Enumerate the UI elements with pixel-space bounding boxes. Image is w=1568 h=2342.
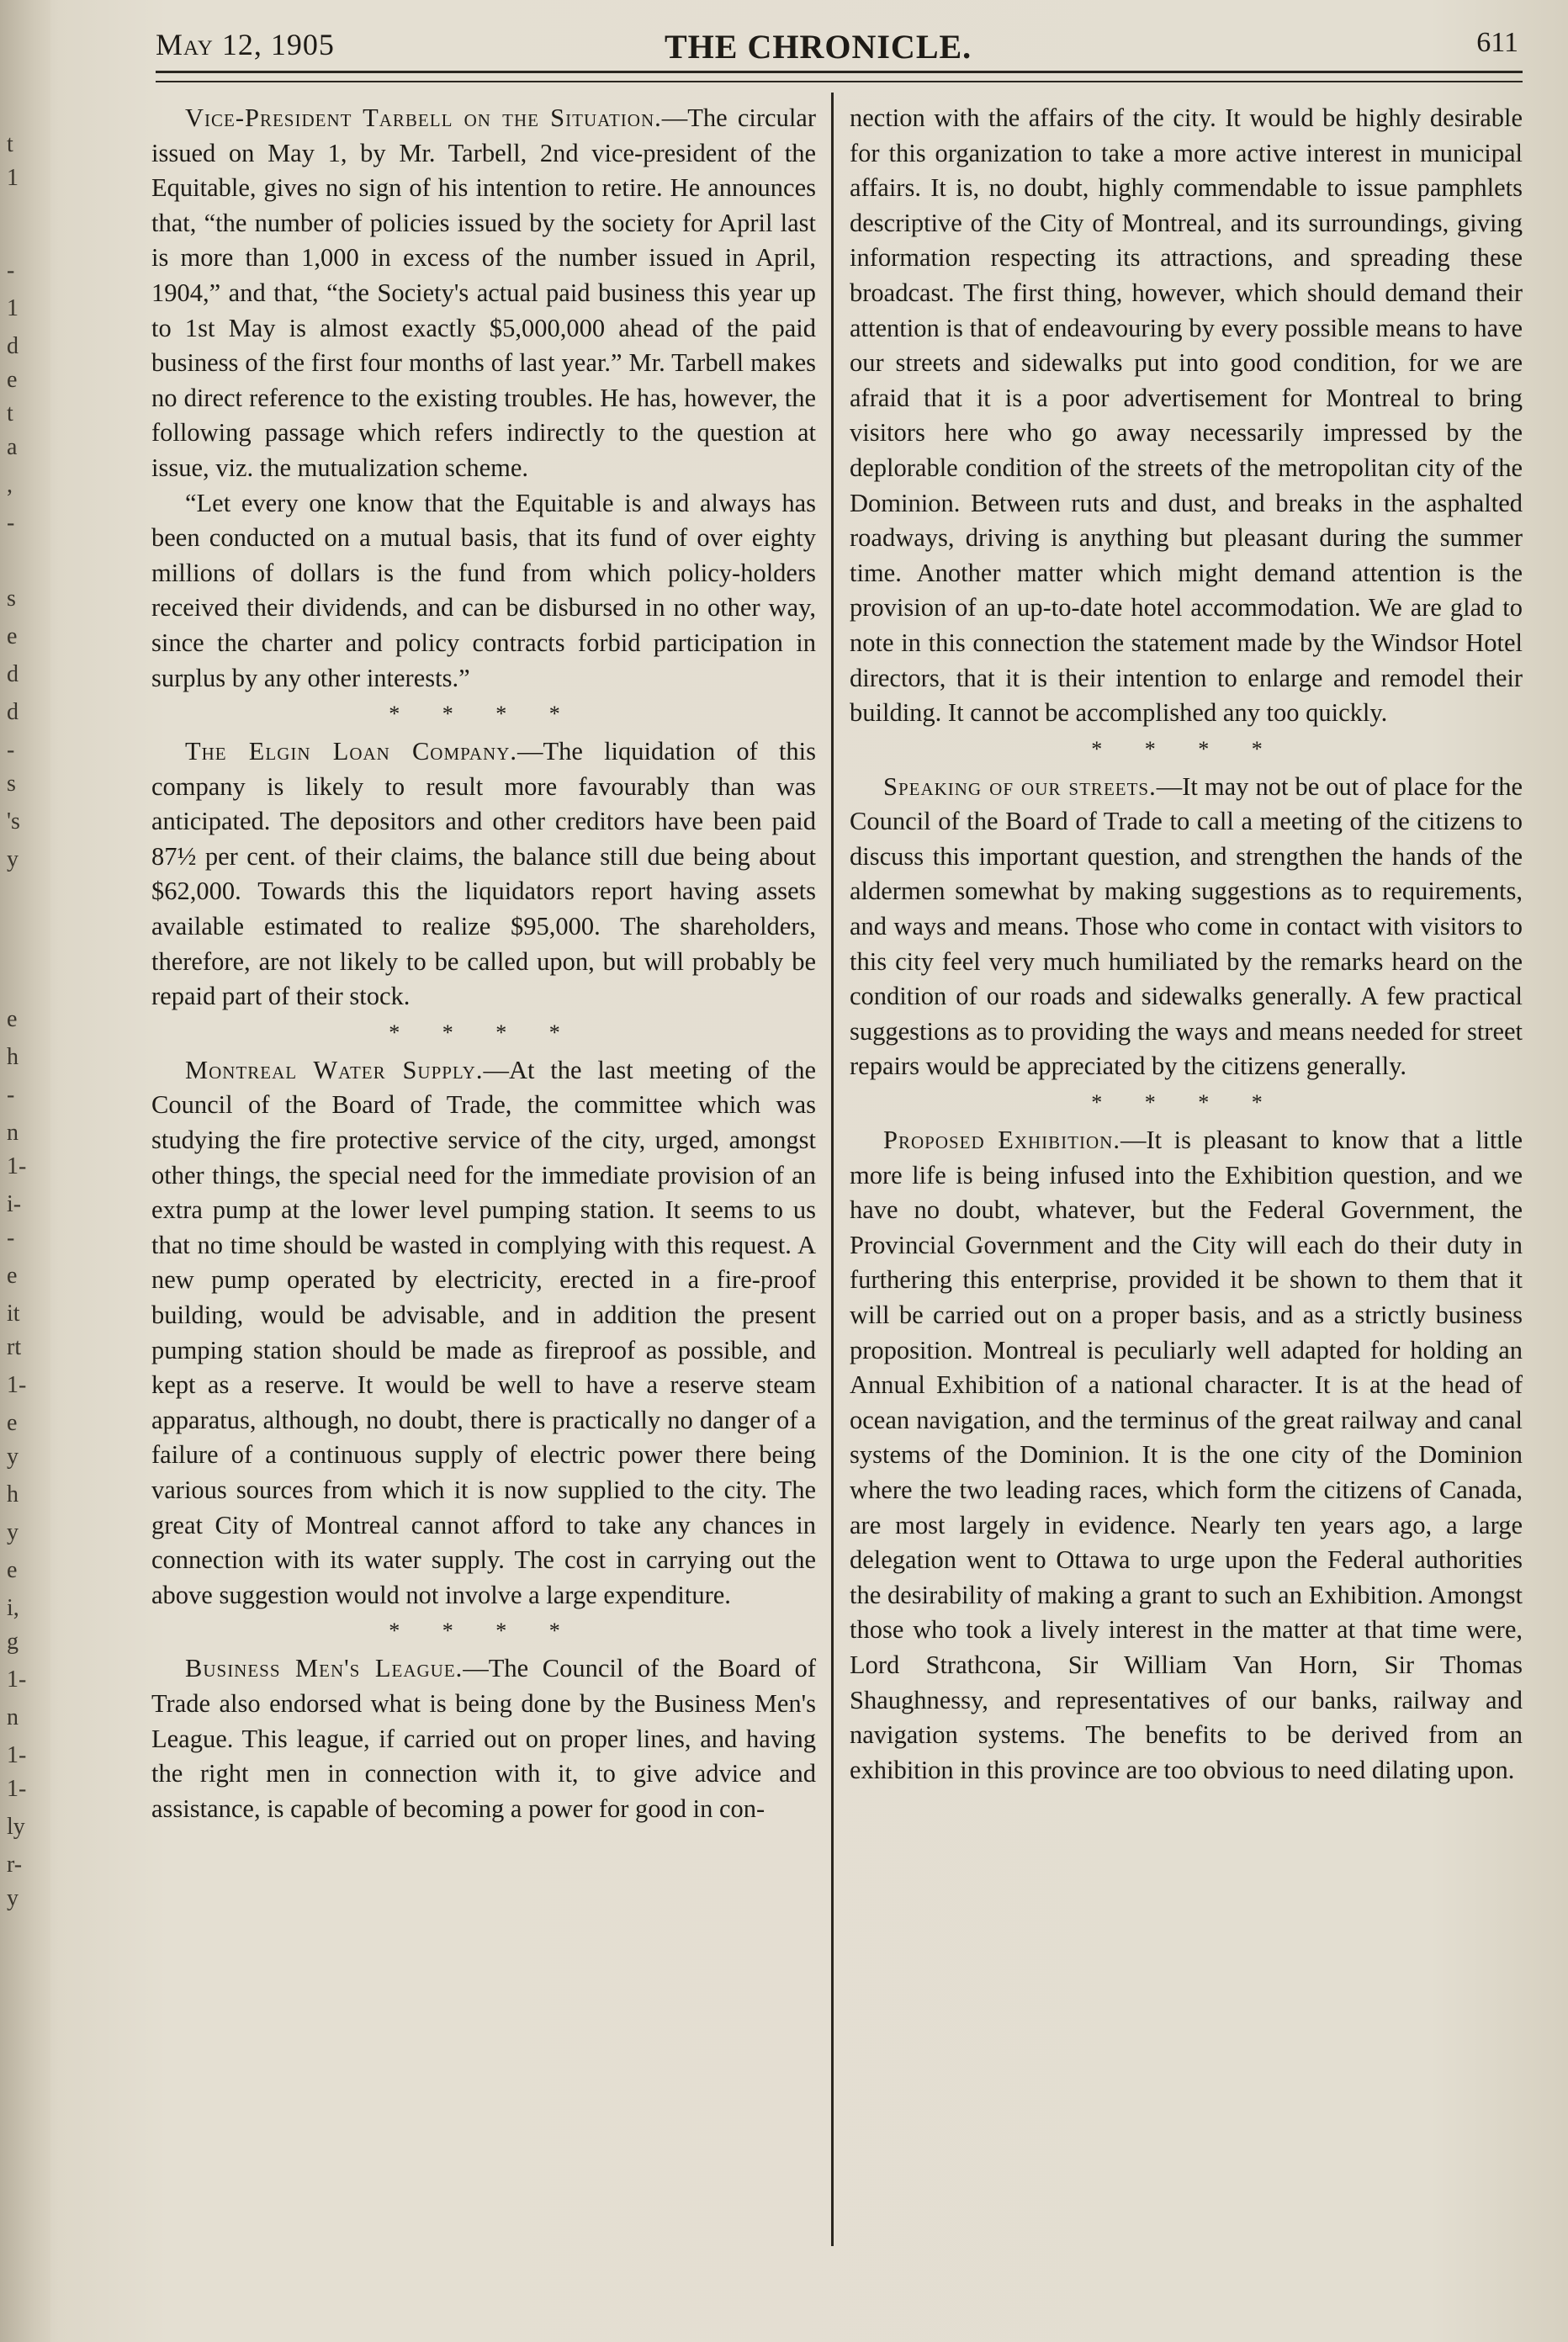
article-heading: The Elgin Loan Company. xyxy=(185,737,518,766)
header-date: May 12, 1905 xyxy=(156,28,335,61)
binding-fragment: i, xyxy=(7,1595,19,1621)
binding-fragment: e xyxy=(7,1410,18,1436)
binding-fragment: d xyxy=(7,661,19,687)
header-rule-thin xyxy=(156,81,1523,82)
binding-fragment: - xyxy=(7,510,15,536)
section-separator: * * * * xyxy=(389,1020,579,1045)
binding-fragment: ly xyxy=(7,1814,25,1840)
header-title: THE CHRONICLE. xyxy=(665,28,972,66)
binding-fragment: s xyxy=(7,771,16,797)
article-paragraph xyxy=(151,1053,816,1613)
binding-fragment: d xyxy=(7,333,19,359)
binding-fragment: h xyxy=(7,1044,19,1070)
article-text: —The circular issued on May 1, by Mr. Tarbell, 2nd vice-president of the Equitable, gives no sign of his intention to retire. He announces that, “the number of policies issued by the society for April last is more than 1,000 in excess of the number issued in April, 1904,” and that, “the Society's actual paid business this year up to 1st May is almost exactly $5,000,000 ahead of the paid business of the first four months of last year.” Mr. Tarbell makes no direct reference to the existing troubles. He has, however, the following passage which refers indirectly to the question at issue, viz. the mutualization scheme. xyxy=(151,103,816,482)
binding-fragment: r- xyxy=(7,1852,23,1878)
binding-fragment: 1 xyxy=(7,295,19,321)
article-heading: Business Men's League. xyxy=(185,1654,464,1683)
binding-fragment: , xyxy=(7,472,13,498)
binding-fragment: - xyxy=(7,1225,15,1251)
section-separator: * * * * xyxy=(389,1619,579,1644)
binding-fragment: a xyxy=(7,434,18,460)
binding-fragment: d xyxy=(7,699,19,725)
section-separator: * * * * xyxy=(1091,1090,1281,1115)
binding-fragment: e xyxy=(7,1006,18,1032)
article-continuation: nection with the affairs of the city. It would be highly desirable for this organization to take a more active interest in municipal affairs. It is, no doubt, highly commendable to issue pamphlets descriptive of the City of Montreal, and its surroundings, giving information respecting its attractions, and spreading these broadcast. The first thing, however, which should demand their attention is that of endeavouring by every possible means to have our streets and sidewalks put into good condition, for we are afraid that it is a poor advertisement for Montreal to bring visitors here who go away necessarily impressed by the deplorable condition of the streets of the metropolitan city of the Dominion. Between ruts and dust, and breaks in the asphalted roadways, driving is anything but pleasant during the summer time. Another matter which might demand attention is the provision of an up-to-date hotel accommodation. We are glad to note in this connection the statement made by the Windsor Hotel directors, that it is their intention to enlarge and remodel their building. It cannot be accomplished any too quickly. xyxy=(850,103,1523,728)
binding-fragment: s xyxy=(7,586,16,612)
binding-fragment: y xyxy=(7,1885,19,1911)
article-paragraph: “Let every one know that the Equitable is and always has been conducted on a mutual basis, that its fund of over eighty millions of dollars is the fund from which policy-holders received their dividends, and can be disbursed in no other way, since the charter and policy contracts forbid participation in surplus by any other interests.” xyxy=(151,488,816,692)
binding-fragment: n xyxy=(7,1704,19,1730)
column-divider xyxy=(831,93,834,2246)
header-rule xyxy=(156,71,1523,73)
binding-fragment: e xyxy=(7,623,18,649)
article-text: —It may not be out of place for the Council of the Board of Trade to call a meeting of the citizens to discuss this important question, and strengthen the hands of the aldermen somewhat by making suggestions as to requirements, and ways and means. Those who come in contact with visitors to this city feel very much humiliated by the remarks heard on the condition of our roads and sidewalks generally. A few practical suggestions as to providing the ways and means needed for street repairs would be appreciated by the citizens generally. xyxy=(850,771,1523,1081)
binding-fragment: t xyxy=(7,400,13,427)
right-column xyxy=(850,101,1523,1788)
article-paragraph xyxy=(151,734,816,1015)
adjacent-page-fragments xyxy=(0,0,59,2342)
article-text: —The liquidation of this company is likely to result more favourably than was anticipated. The depositors and other creditors have been paid 87½ per cent. of their claims, the balance still due being about $62,000. Towards this the liquidators report having assets available estimated to realize $95,000. The shareholders, therefore, are not likely to be called upon, but will probably be repaid part of their stock. xyxy=(151,737,816,1011)
binding-fragment: - xyxy=(7,737,15,763)
article-paragraph xyxy=(850,1123,1523,1788)
binding-fragment: 1- xyxy=(7,1776,27,1802)
binding-fragment: e xyxy=(7,1263,18,1289)
binding-fragment: 1- xyxy=(7,1666,27,1693)
article-heading: Vice-President Tarbell on the Situation. xyxy=(185,103,662,132)
article-text: —It is pleasant to know that a little more life is being infused into the Exhibition question, and we have no doubt, whatever, but the Federal Government, the Provincial Government and the City will each do their duty in furthering this enterprise, provided it be shown to them that it will be carried out on a proper basis, and as a strictly business proposition. Montreal is peculiarly well adapted for holding an Annual Exhibition of a national character. It is at the head of ocean navigation, and the terminus of the great railway and canal systems of the Dominion. It is the one city of the Dominion where the two leading races, which form the citizens of Canada, are most largely in evidence. Nearly ten years ago, a large delegation went to Ottawa to urge upon the Federal authorities the desirability of making a grant to such an Exhibition. Amongst those who took a lively interest in the matter at that time were, Lord Strathcona, Sir William Van Horn, Sir Thomas Shaughnessy, and representatives of our banks, railway and navigation systems. The benefits to be derived from an exhibition in this province are too obvious to need dilating upon. xyxy=(850,1126,1523,1784)
binding-fragment: 1- xyxy=(7,1153,27,1179)
binding-fragment: 1- xyxy=(7,1372,27,1398)
binding-fragment: y xyxy=(7,1444,19,1470)
binding-fragment: rt xyxy=(7,1334,22,1360)
left-column xyxy=(151,101,816,1826)
article-text: —At the last meeting of the Council of the Board of Trade, the committee which was studying the fire protective service of the city, urged, amongst other things, the special need for the immediate provision of an extra pump at the lower level pumping station. It seems to us that no time should be wasted in complying with this request. A new pump operated by electricity, erected in a fire-proof building, would be advisable, and in addition the present pumping station should be made as fireproof as possible, and kept as a reserve. It would be well to have a reserve steam apparatus, although, no doubt, there is practically no danger of a failure of a continuous supply of electric power there being various sources from which it is now supplied to the city. The great City of Montreal cannot afford to take any chances in connection with its water supply. The cost in carrying out the above suggestion would not involve a large expenditure. xyxy=(151,1055,816,1609)
article-heading: Speaking of our streets. xyxy=(883,771,1157,801)
binding-fragment: h xyxy=(7,1481,19,1507)
binding-fragment: - xyxy=(7,1082,15,1108)
binding-fragment: t xyxy=(7,131,13,157)
binding-fragment: i- xyxy=(7,1191,22,1217)
binding-fragment: 1 xyxy=(7,165,19,191)
binding-fragment: y xyxy=(7,1519,19,1545)
binding-fragment: it xyxy=(7,1301,20,1327)
section-separator: * * * * xyxy=(389,702,579,727)
binding-fragment: - xyxy=(7,257,15,283)
binding-fragment: g xyxy=(7,1629,19,1655)
binding-fragment: 's xyxy=(7,808,20,835)
binding-fragment: y xyxy=(7,846,19,872)
binding-fragment: 1- xyxy=(7,1742,27,1768)
binding-fragment: n xyxy=(7,1120,19,1146)
page-header xyxy=(156,27,1518,74)
article-paragraph xyxy=(850,770,1523,1084)
article-paragraph xyxy=(151,1651,816,1826)
binding-fragment: e xyxy=(7,1557,18,1583)
article-text: —The Council of the Board of Trade also endorsed what is being done by the Business Men's League. This league, if carried out on proper lines, and having the right men in connection with it, to give advice and assistance, is capable of becoming a power for good in con- xyxy=(151,1654,817,1823)
header-page-number: 611 xyxy=(1476,27,1518,58)
section-separator: * * * * xyxy=(1091,736,1281,761)
article-heading: Proposed Exhibition. xyxy=(883,1126,1120,1155)
article-heading: Montreal Water Supply. xyxy=(185,1055,484,1084)
article-paragraph xyxy=(151,101,816,486)
binding-fragment: e xyxy=(7,367,18,393)
